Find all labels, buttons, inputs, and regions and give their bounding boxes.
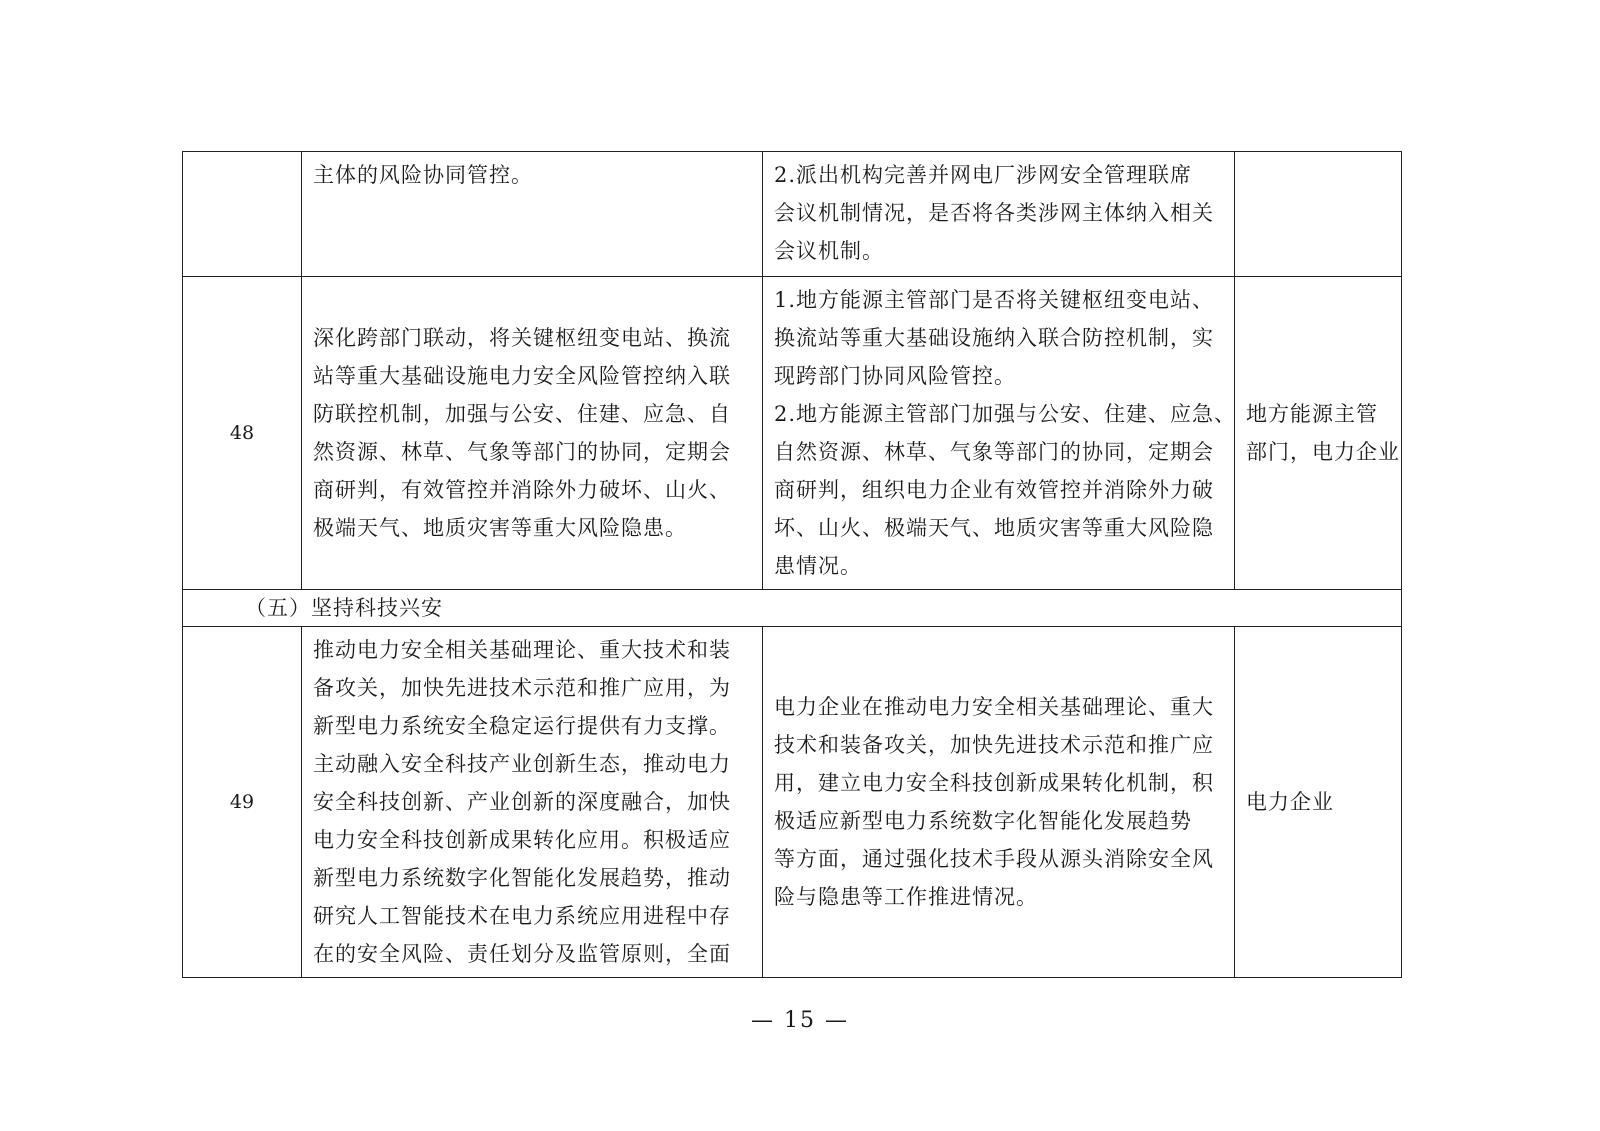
criteria-line: 2.派出机构完善并网电厂涉网安全管理联席 — [774, 163, 1193, 187]
responsible-cell — [1235, 277, 1402, 590]
criteria-line: 等方面，通过强化技术手段从源头消除安全风 — [774, 847, 1214, 871]
task-line: 新型电力系统数字化智能化发展趋势，推动 — [313, 866, 731, 890]
task-cell — [302, 627, 763, 978]
task-line: 深化跨部门联动，将关键枢纽变电站、换流 — [313, 326, 731, 350]
criteria-line: 自然资源、林草、气象等部门的协同，定期会 — [774, 440, 1214, 464]
task-line: 推动电力安全相关基础理论、重大技术和装 — [313, 638, 731, 662]
criteria-line: 技术和装备攻关，加快先进技术示范和推广应 — [774, 733, 1214, 757]
criteria-line: 会议机制。 — [774, 239, 884, 263]
responsible-line: 电力企业 — [1246, 790, 1334, 814]
task-line: 研究人工智能技术在电力系统应用进程中存 — [313, 904, 731, 928]
task-cell — [302, 277, 763, 590]
row-number: 49 — [183, 627, 302, 978]
criteria-line: 极适应新型电力系统数字化智能化发展趋势 — [774, 809, 1192, 833]
task-line: 商研判，有效管控并消除外力破坏、山火、 — [313, 478, 731, 502]
criteria-line: 1.地方能源主管部门是否将关键枢纽变电站、 — [774, 288, 1215, 312]
table-row — [183, 277, 1402, 590]
criteria-line: 2.地方能源主管部门加强与公安、住建、应急、 — [774, 402, 1237, 426]
task-line: 备攻关，加快先进技术示范和推广应用，为 — [313, 676, 731, 700]
responsible-line: 地方能源主管 — [1246, 402, 1378, 426]
criteria-line: 换流站等重大基础设施纳入联合防控机制，实 — [774, 326, 1214, 350]
criteria-line: 患情况。 — [774, 554, 862, 578]
section-heading: （五）坚持科技兴安 — [183, 590, 1402, 627]
criteria-line: 电力企业在推动电力安全相关基础理论、重大 — [774, 695, 1214, 719]
task-line: 防联控机制，加强与公安、住建、应急、自 — [313, 402, 731, 426]
row-number: 48 — [183, 277, 302, 590]
criteria-line: 会议机制情况，是否将各类涉网主体纳入相关 — [774, 201, 1214, 225]
responsible-cell — [1235, 627, 1402, 978]
table-row — [183, 152, 1402, 277]
criteria-cell — [763, 627, 1235, 978]
page-number: — 15 — — [751, 1008, 849, 1033]
criteria-line: 险与隐患等工作推进情况。 — [774, 885, 1038, 909]
responsible-cell — [1235, 152, 1402, 277]
responsible-line: 部门，电力企业 — [1246, 440, 1400, 464]
criteria-line: 用，建立电力安全科技创新成果转化机制，积 — [774, 771, 1214, 795]
table-row — [183, 627, 1402, 978]
task-line: 新型电力系统安全稳定运行提供有力支撑。 — [313, 714, 731, 738]
task-line: 主动融入安全科技产业创新生态，推动电力 — [313, 752, 731, 776]
criteria-line: 坏、山火、极端天气、地质灾害等重大风险隐 — [774, 516, 1214, 540]
task-line: 然资源、林草、气象等部门的协同，定期会 — [313, 440, 731, 464]
task-line: 站等重大基础设施电力安全风险管控纳入联 — [313, 364, 731, 388]
task-line: 在的安全风险、责任划分及监管原则，全面 — [313, 942, 731, 966]
criteria-line: 现跨部门协同风险管控。 — [774, 364, 1016, 388]
task-line: 极端天气、地质灾害等重大风险隐患。 — [313, 516, 687, 540]
requirements-table — [182, 151, 1402, 978]
section-heading-row — [183, 590, 1402, 627]
task-line: 电力安全科技创新成果转化应用。积极适应 — [313, 828, 731, 852]
criteria-cell — [763, 152, 1235, 277]
task-cell — [302, 152, 763, 277]
task-line: 主体的风险协同管控。 — [313, 163, 533, 187]
criteria-cell — [763, 277, 1235, 590]
criteria-line: 商研判，组织电力企业有效管控并消除外力破 — [774, 478, 1214, 502]
row-number — [183, 152, 302, 277]
task-line: 安全科技创新、产业创新的深度融合，加快 — [313, 790, 731, 814]
